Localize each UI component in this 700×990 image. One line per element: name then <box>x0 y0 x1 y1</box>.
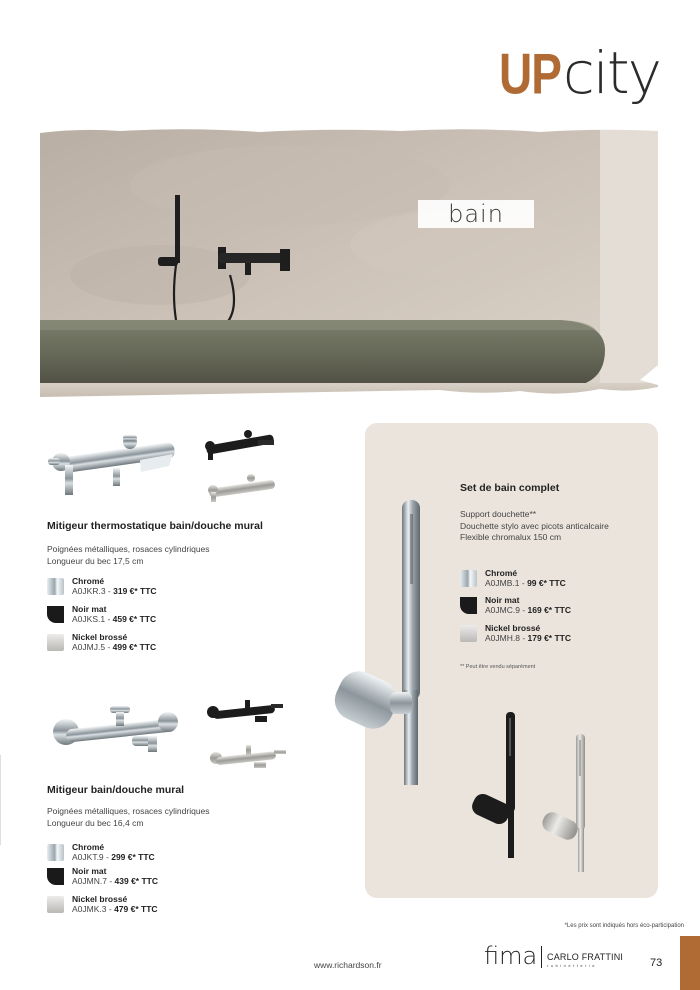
product-1-title: Mitigeur thermostatique bain/douche mural <box>47 520 263 532</box>
product-1-desc-line: Poignées métalliques, rosaces cylindriques <box>47 544 210 554</box>
variant-price: 499 €* TTC <box>112 642 157 652</box>
chrome-swatch <box>47 578 64 595</box>
black-swatch <box>460 597 477 614</box>
product-3-variant-nickel <box>460 623 571 644</box>
product-3-variant-black <box>460 595 571 616</box>
product-1-desc-line: Longueur du bec 17,5 cm <box>47 555 144 566</box>
variant-ref: A0JKT.9 <box>72 852 104 862</box>
bathroom-scene-image <box>40 125 658 400</box>
bath-mixer-black-image <box>205 698 285 728</box>
bain-label <box>418 200 534 228</box>
variant-price: 299 €* TTC <box>111 852 155 862</box>
bath-mixer-chrome-image <box>50 702 190 764</box>
shower-set-black-image <box>468 710 538 860</box>
hero-photo <box>40 125 658 400</box>
variant-ref: A0JKS.1 <box>72 614 106 624</box>
variant-ref-price: A0JMN.7 - 439 €* TTC <box>72 876 158 886</box>
variant-name: Chromé <box>72 576 105 586</box>
variant-name: Nickel brossé <box>72 632 128 642</box>
variant-ref-price: A0JKS.1 - 459 €* TTC <box>72 614 157 624</box>
bath-mixer-nickel-image <box>208 742 288 774</box>
carlo-frattini-logo: CARLO FRATTINI <box>547 952 624 962</box>
separate-sale-note: ** Peut être vendu séparément <box>460 664 536 670</box>
product-1-description <box>47 544 210 567</box>
shower-set-nickel-image <box>540 732 610 882</box>
variant-name: Noir mat <box>72 866 107 876</box>
nickel-swatch <box>47 634 64 651</box>
product-1-variant-nickel <box>47 632 156 653</box>
variant-ref-price: A0JMJ.5 - 499 €* TTC <box>72 642 157 652</box>
black-swatch <box>47 606 64 623</box>
product-3-variant-chrome <box>460 568 566 589</box>
variant-price: 169 €* TTC <box>527 605 571 615</box>
chrome-swatch <box>47 844 64 861</box>
thermostatic-mixer-nickel-image <box>203 472 283 504</box>
variant-name: Nickel brossé <box>485 623 541 633</box>
variant-ref: A0JMN.7 <box>72 876 107 886</box>
accent-tab <box>680 936 700 990</box>
product-1-variant-chrome <box>47 576 157 597</box>
product-2-title: Mitigeur bain/douche mural <box>47 784 185 796</box>
shower-set-chrome-image <box>330 500 420 790</box>
product-3-desc-line: Support douchette** <box>460 509 537 519</box>
variant-name: Chromé <box>72 842 105 852</box>
product-3-desc-line: Flexible chromalux 150 cm <box>460 532 562 542</box>
page-number: 73 <box>650 957 663 969</box>
product-2-variant-black <box>47 866 158 887</box>
variant-ref: A0JMB.1 <box>485 578 520 588</box>
chrome-swatch <box>460 570 477 587</box>
fima-logo: fima <box>484 942 538 970</box>
logo-divider <box>541 946 542 968</box>
product-2-desc-line: Poignées métalliques, rosaces cylindriques <box>47 806 210 816</box>
variant-ref-price: A0JMC.9 - 169 €* TTC <box>485 605 571 615</box>
variant-price: 479 €* TTC <box>114 904 158 914</box>
variant-ref: A0JMH.8 <box>485 633 520 643</box>
product-3-title: Set de bain complet <box>460 482 560 494</box>
product-2-desc-line: Longueur du bec 16,4 cm <box>47 817 144 828</box>
variant-price: 459 €* TTC <box>112 614 157 624</box>
variant-name: Noir mat <box>485 595 520 605</box>
variant-ref-price: A0JMK.3 - 479 €* TTC <box>72 904 158 914</box>
brand-title <box>499 22 660 107</box>
product-2-variant-chrome <box>47 842 155 863</box>
thermostatic-mixer-chrome-image <box>45 432 185 502</box>
variant-ref: A0JMK.3 <box>72 904 107 914</box>
variant-ref: A0JMJ.5 <box>72 642 106 652</box>
product-1-variant-black <box>47 604 156 625</box>
product-3-desc-line: Douchette stylo avec picots anticalcaire <box>460 520 609 531</box>
bain-label-text: bain <box>448 200 504 228</box>
variant-price: 179 €* TTC <box>527 633 571 643</box>
nickel-swatch <box>460 625 477 642</box>
product-2-variant-nickel <box>47 894 158 915</box>
edge-divider <box>0 755 1 845</box>
variant-price: 99 €* TTC <box>527 578 566 588</box>
variant-ref: A0JMC.9 <box>485 605 520 615</box>
website-link[interactable]: www.richardson.fr <box>314 960 382 970</box>
product-3-description <box>460 509 609 544</box>
variant-name: Nickel brossé <box>72 894 128 904</box>
thermostatic-mixer-black-image <box>200 428 280 462</box>
black-swatch <box>47 868 64 885</box>
variant-ref-price: A0JMB.1 - 99 €* TTC <box>485 578 566 588</box>
nickel-swatch <box>47 896 64 913</box>
price-footnote: *Les prix sont indiqués hors éco-participation <box>564 923 684 929</box>
variant-price: 319 €* TTC <box>113 586 157 596</box>
variant-price: 439 €* TTC <box>114 876 158 886</box>
variant-name: Chromé <box>485 568 518 578</box>
variant-ref-price: A0JKR.3 - 319 €* TTC <box>72 586 157 596</box>
brand-city: city <box>562 39 660 107</box>
brand-up: UP <box>499 40 561 106</box>
carlo-frattini-subtitle: rubinetterie <box>547 963 598 968</box>
product-2-description <box>47 806 210 829</box>
variant-ref-price: A0JKT.9 - 299 €* TTC <box>72 852 155 862</box>
variant-ref: A0JKR.3 <box>72 586 106 596</box>
variant-name: Noir mat <box>72 604 107 614</box>
variant-ref-price: A0JMH.8 - 179 €* TTC <box>485 633 571 643</box>
